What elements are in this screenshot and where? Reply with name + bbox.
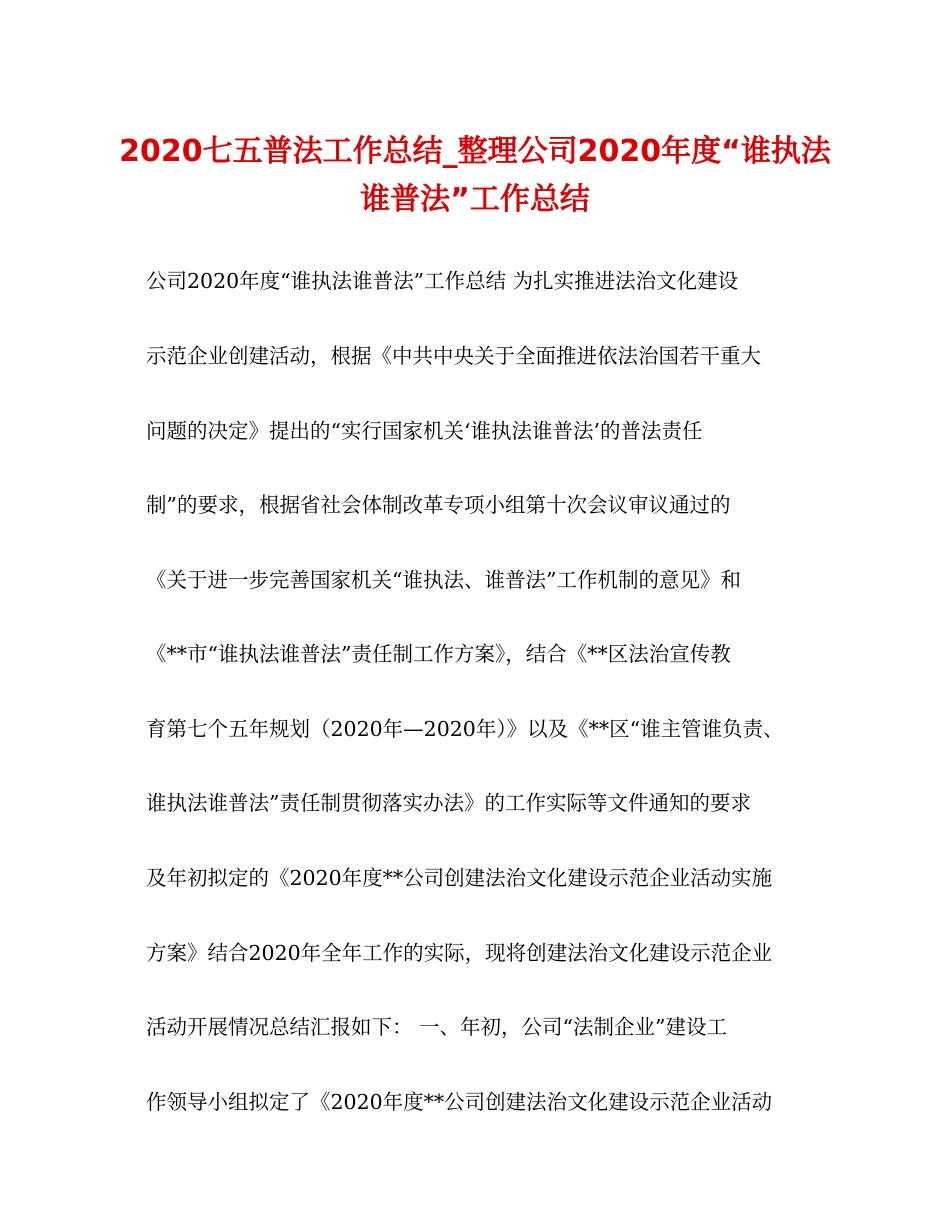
body-text-line: 《**市“谁执法谁普法”责任制工作方案》，结合《**区法治宣传教 [146,642,731,666]
document-title-line-1: 2020七五普法工作总结_整理公司2020年度“谁执法 [119,134,831,169]
body-text-line: 示范企业创建活动，根据《中共中央关于全面推进依法治国若干重大 [146,344,761,368]
document-title-line-2: 谁普法”工作总结 [360,182,590,217]
body-text-line: 《关于进一步完善国家机关“谁执法、谁普法”工作机制的意见》和 [146,568,741,592]
body-text-line: 方案》结合2020年全年工作的实际，现将创建法治文化建设示范企业 [146,941,773,965]
body-text-line: 作领导小组拟定了《2020年度**公司创建法治文化建设示范企业活动 [146,1090,773,1114]
body-text-line: 育第七个五年规划（2020年—2020年）》以及《**区“谁主管谁负责、 [146,717,784,741]
body-text-line: 公司2020年度“谁执法谁普法”工作总结 为扎实推进法治文化建设 [146,269,739,293]
body-text-line: 制”的要求，根据省社会体制改革专项小组第十次会议审议通过的 [146,493,731,517]
body-text-line: 谁执法谁普法”责任制贯彻落实办法》的工作实际等文件通知的要求 [146,791,751,815]
body-text-line: 活动开展情况总结汇报如下： 一、年初，公司“法制企业”建设工 [146,1015,727,1039]
body-text-line: 及年初拟定的《2020年度**公司创建法治文化建设示范企业活动实施 [146,866,773,890]
body-text-line: 问题的决定》提出的“实行国家机关‘谁执法谁普法’的普法责任 [146,419,703,443]
